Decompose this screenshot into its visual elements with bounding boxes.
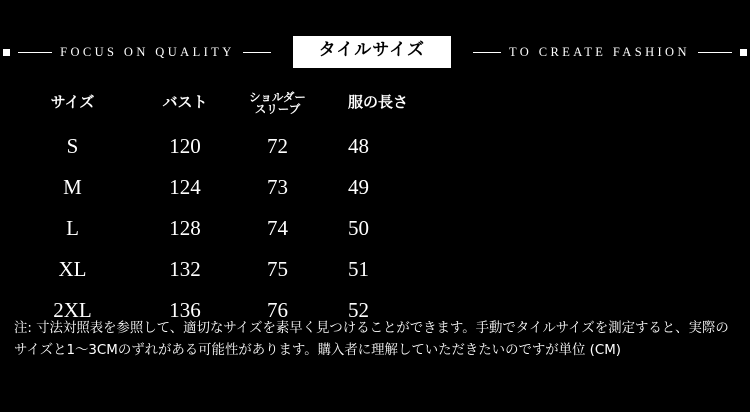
divider-line-left-inner <box>243 52 271 53</box>
cell-sleeve: 74 <box>267 216 288 240</box>
cell-sleeve: 75 <box>267 257 288 281</box>
cell-size: L <box>66 216 79 240</box>
square-bullet-icon-right <box>740 49 747 56</box>
header-band <box>0 30 750 74</box>
size-table <box>0 84 750 327</box>
header-right-group <box>455 45 750 60</box>
square-bullet-icon <box>3 49 10 56</box>
divider-line-right-inner <box>473 52 501 53</box>
page-title: タイルサイズ <box>293 36 451 67</box>
cell-length: 50 <box>348 216 369 240</box>
table-row <box>0 163 750 204</box>
cell-size: XL <box>58 257 87 281</box>
cell-bust: 124 <box>169 175 201 199</box>
cell-bust: 132 <box>169 257 201 281</box>
measurement-note: 注: 寸法対照表を参照して、適切なサイズを素早く見つけることができます。手動でタイルサイズを測定すると、実際のサイズと1～3CMのずれがある可能性があります。購入者に理解していただきたいのですが単位 (CM) <box>14 321 729 358</box>
cell-size: S <box>66 134 79 158</box>
cell-bust: 136 <box>169 298 201 322</box>
table-row <box>0 204 750 245</box>
cell-bust: 120 <box>169 134 201 158</box>
column-header-bust: バスト <box>162 93 208 112</box>
column-header-length: 服の長さ <box>348 93 409 112</box>
column-header-size: サイズ <box>50 93 95 112</box>
cell-sleeve: 72 <box>267 134 288 158</box>
column-header-sleeve <box>225 91 330 115</box>
table-header-row <box>0 84 750 122</box>
column-header-sleeve-line1: ショルダー <box>249 89 306 104</box>
cell-length: 48 <box>348 134 369 158</box>
cell-size: M <box>63 175 82 199</box>
cell-length: 52 <box>348 298 369 322</box>
divider-line-right <box>698 52 732 53</box>
column-header-sleeve-line2: スリーブ <box>254 102 301 116</box>
table-row <box>0 122 750 163</box>
divider-line-left <box>18 52 52 53</box>
cell-length: 49 <box>348 175 369 199</box>
table-row <box>0 245 750 286</box>
header-left-text: FOCUS ON QUALITY <box>60 44 235 59</box>
cell-size: 2XL <box>53 298 92 322</box>
header-left-group <box>0 45 289 60</box>
cell-sleeve: 76 <box>267 298 288 322</box>
cell-sleeve: 73 <box>267 175 288 199</box>
cell-bust: 128 <box>169 216 201 240</box>
header-right-text: TO CREATE FASHION <box>508 44 690 59</box>
cell-length: 51 <box>348 257 369 281</box>
